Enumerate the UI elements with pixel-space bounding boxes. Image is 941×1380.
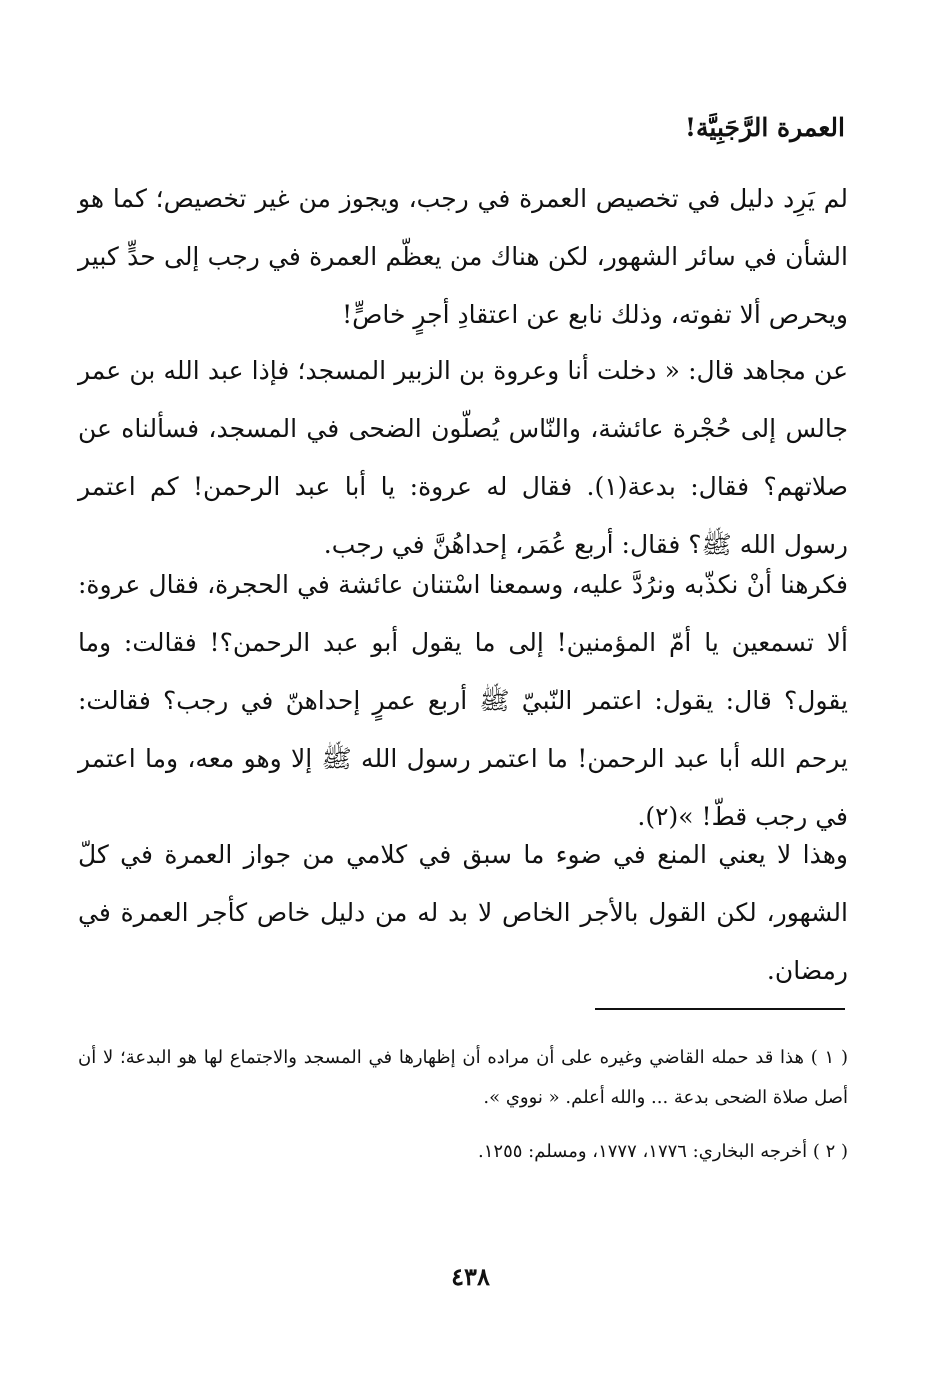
page-number: ٤٣٨ — [451, 1262, 490, 1291]
footnote-1: ( ١ ) هذا قد حمله القاضي وغيره على أن مراده أن إظهارها في المسجد والاجتماع لها هو البدعة؛ لا أن أصل صلاة الضحى بدعة ... والله أعلم. « نووي ». — [78, 1047, 848, 1108]
footnote-2: ( ٢ ) أخرجه البخاري: ١٧٧٦، ١٧٧٧، ومسلم: ١٢٥٥. — [478, 1141, 848, 1162]
footnotes — [78, 1038, 848, 1186]
paragraph-3: فكرهنا أنْ نكذّبه ونرُدَّ عليه، وسمعنا اسْتنان عائشة في الحجرة، فقال عروة: ألا تسمعين يا أمّ المؤمنين! إلى ما يقول أبو عبد الرحمن؟! فقالت: وما يقول؟ قال: يقول: اعتمر النّبيّ ﷺ أربع عمرٍ إحداهنّ في رجب؟ فقالت: يرحم الله أبا عبد الرحمن! ما اعتمر رسول الله ﷺ إلا وهو معه، وما اعتمر في رجب قطّ! »(٢). — [78, 570, 848, 831]
paragraph-2: عن مجاهد قال: « دخلت أنا وعروة بن الزبير المسجد؛ فإذا عبد الله بن عمر جالس إلى حُجْرة عائشة، والنّاس يُصلّون الضحى في المسجد، فسألناه عن صلاتهم؟ فقال: بدعة(١). فقال له عروة: يا أبا عبد الرحمن! كم اعتمر رسول الله ﷺ؟ فقال: أربع عُمَر، إحداهُنَّ في رجب. — [78, 356, 849, 559]
section-heading: العمرة الرَّجَبِيَّة! — [685, 113, 845, 142]
footnote-divider — [595, 1008, 845, 1010]
paragraph-1: لم يَرِد دليل في تخصيص العمرة في رجب، ويجوز من غير تخصيص؛ كما هو الشأن في سائر الشهور، لكن هناك من يعظّم العمرة في رجب إلى حدٍّ كبير ويحرص ألا تفوته، وذلك نابع عن اعتقادِ أجرٍ خاصٍّ! — [78, 184, 848, 329]
paragraph-4: وهذا لا يعني المنع في ضوء ما سبق في كلامي من جواز العمرة في كلّ الشهور، لكن القول بالأجر الخاص لا بد له من دليل خاص كأجر العمرة في رمضان. — [78, 840, 848, 985]
